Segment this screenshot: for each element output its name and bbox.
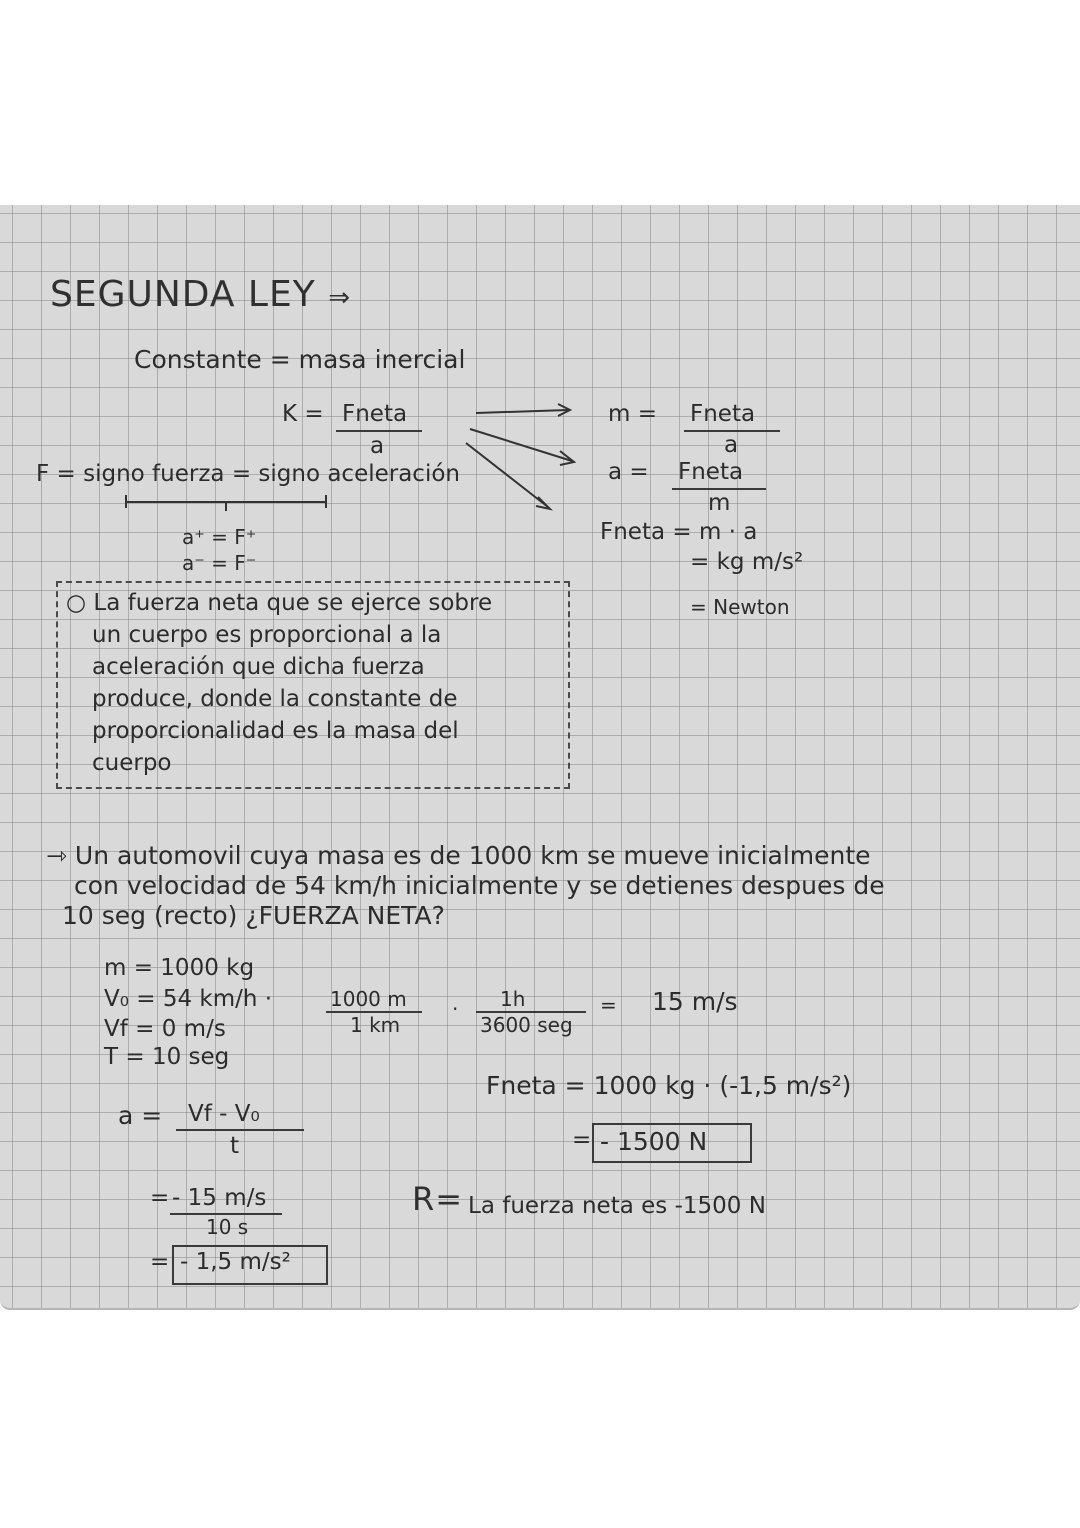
conversion-dot: · (452, 997, 459, 1021)
definition-line-4: produce, donde la constante de (92, 686, 458, 712)
conversion-2-numerator: 1h (500, 987, 526, 1011)
accel-step-denominator: 10 s (206, 1215, 249, 1239)
m-numerator: Fneta (690, 401, 756, 427)
notebook-page (0, 205, 1080, 1310)
conversion-equals: = (600, 993, 617, 1017)
fneta-newton: = Newton (690, 595, 790, 619)
k-denominator: a (370, 433, 385, 459)
given-initial-velocity: V₀ = 54 km/h · (104, 986, 273, 1012)
title-text: SEGUNDA LEY (50, 274, 316, 315)
answer-text: La fuerza neta es -1500 N (468, 1193, 766, 1219)
accel-step-equals: = (150, 1185, 170, 1211)
problem-line-2: con velocidad de 54 km/h inicialmente y se detienes despues de (74, 871, 885, 900)
conversion-2-denominator: 3600 seg (480, 1013, 573, 1037)
k-lhs: K = (282, 401, 324, 427)
arrow-icon: ⇒ (328, 283, 351, 313)
fneta-result-equals: = (572, 1127, 592, 1153)
fneta-formula: Fneta = m · a (600, 519, 758, 545)
fneta-result: - 1500 N (600, 1127, 708, 1156)
accel-fraction-bar (176, 1129, 304, 1131)
sign-positive: a⁺ = F⁺ (182, 525, 257, 549)
accel-numerator: Vf - V₀ (188, 1101, 260, 1127)
problem-line-1: ⇾ Un automovil cuya masa es de 1000 km se mueve inicialmente (46, 841, 871, 870)
definition-line-2: un cuerpo es proporcional a la (92, 622, 442, 648)
arrow-to-a-icon (470, 429, 572, 461)
arrow-to-m-icon (476, 410, 568, 413)
definition-line-1: ○ La fuerza neta que se ejerce sobre (66, 590, 493, 616)
a-numerator: Fneta (678, 459, 744, 485)
fneta-calculation: Fneta = 1000 kg · (-1,5 m/s²) (486, 1071, 852, 1100)
sign-negative: a⁻ = F⁻ (182, 551, 257, 575)
arrow-to-fneta-icon (466, 443, 548, 507)
constant-definition: Constante = masa inercial (134, 345, 466, 374)
given-mass: m = 1000 kg (104, 955, 255, 981)
m-lhs: m = (608, 401, 657, 427)
accel-lhs: a = (118, 1101, 163, 1130)
conversion-result: 15 m/s (652, 987, 738, 1016)
conversion-1-numerator: 1000 m (330, 987, 407, 1011)
accel-step-numerator: - 15 m/s (172, 1185, 267, 1211)
sign-rule: F = signo fuerza = signo aceleración (36, 461, 460, 487)
definition-line-3: aceleración que dicha fuerza (92, 654, 425, 680)
answer-label: R= (412, 1180, 464, 1218)
given-time: T = 10 seg (104, 1044, 230, 1070)
k-numerator: Fneta (342, 401, 408, 427)
fneta-units: = kg m/s² (690, 549, 804, 575)
a-denominator: m (708, 490, 731, 516)
given-final-velocity: Vf = 0 m/s (104, 1016, 226, 1042)
accel-result-equals: = (150, 1249, 170, 1275)
problem-line-3: 10 seg (recto) ¿FUERZA NETA? (62, 901, 445, 930)
a-lhs: a = (608, 459, 649, 485)
m-denominator: a (724, 432, 739, 458)
definition-line-6: cuerpo (92, 750, 172, 776)
accel-denominator: t (230, 1133, 240, 1159)
accel-result: - 1,5 m/s² (180, 1249, 291, 1275)
definition-line-5: proporcionalidad es la masa del (92, 718, 459, 744)
conversion-1-denominator: 1 km (350, 1013, 401, 1037)
